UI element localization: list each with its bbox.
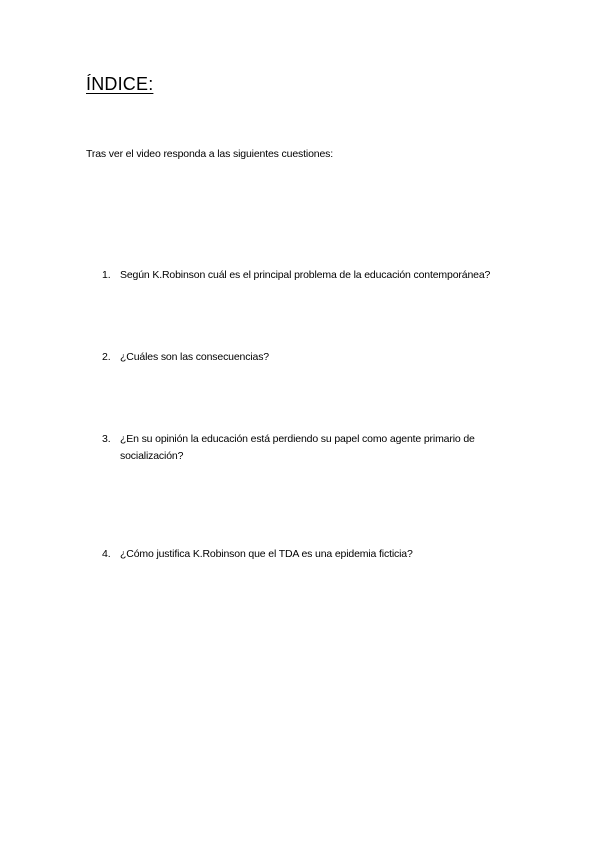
intro-text: Tras ver el video responda a las siguientes cuestiones: [86, 148, 334, 160]
question-item-3 [102, 431, 522, 465]
question-item-1 [102, 267, 522, 284]
question-text: ¿En su opinión la educación está perdiendo su papel como agente primario de socialización? [120, 433, 475, 462]
question-number: 2. [102, 351, 111, 363]
question-item-2 [102, 349, 522, 366]
question-number: 4. [102, 548, 111, 560]
question-item-4 [102, 546, 522, 563]
question-text: Según K.Robinson cuál es el principal problema de la educación contemporánea? [120, 269, 491, 281]
question-text: ¿Cuáles son las consecuencias? [120, 351, 270, 363]
question-number: 3. [102, 433, 111, 445]
page-title: ÍNDICE: [86, 74, 154, 94]
question-number: 1. [102, 269, 111, 281]
question-text: ¿Cómo justifica K.Robinson que el TDA es una epidemia ficticia? [120, 548, 413, 560]
